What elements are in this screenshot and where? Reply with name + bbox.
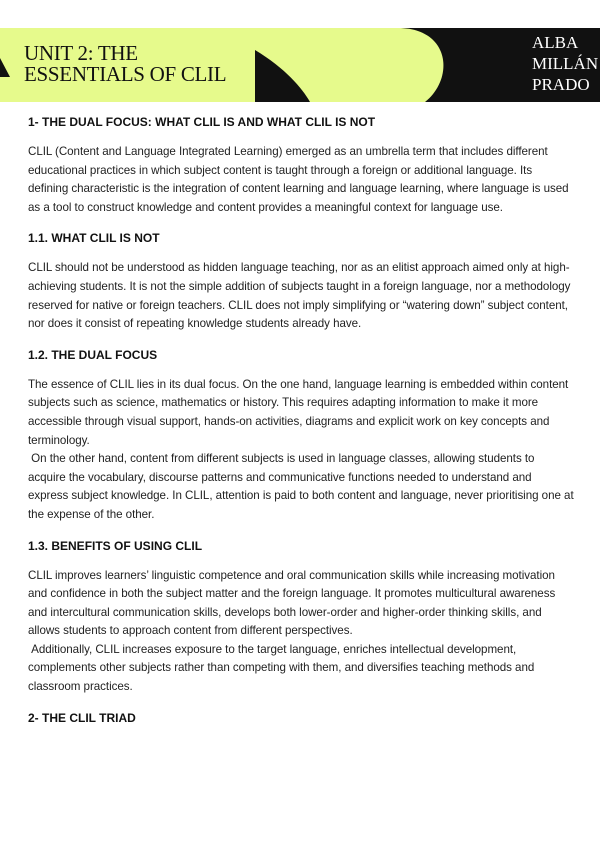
paragraph: On the other hand, content from different subjects is used in language classes, allowing students to acquire the vocabulary, discourse patterns and communicative functions needed to understand and express subject knowledge. In CLIL, attention is paid to both content and language, never prioritising one at the expense of the other. [28, 452, 577, 521]
author-line2: MILLÁN [532, 54, 599, 73]
paragraph: CLIL improves learners’ linguistic competence and oral communication skills while increasing motivation and confidence in both the subject matter and the foreign language. It promotes multicultural awareness and intercultural communication skills, develops both lower-order and higher-order thinking skills, and allows students to approach content from different perspectives. [28, 568, 556, 638]
paragraph: CLIL (Content and Language Integrated Learning) emerged as an umbrella term that includes different educational practices in which subject content is taught through a foreign or additional language. Its defining characteristic is the integration of content learning and language learning, where language is used as a tool to construct knowledge and content provides a meaningful context for language use. [28, 145, 569, 214]
section-heading: 1- THE DUAL FOCUS: WHAT CLIL IS AND WHAT CLIL IS NOT [28, 115, 376, 129]
section-heading: 1.3. BENEFITS OF USING CLIL [28, 538, 203, 553]
section-heading: 1.2. THE DUAL FOCUS [28, 347, 158, 362]
document-body [28, 113, 577, 739]
header-banner [0, 28, 600, 102]
author-line1: ALBA [532, 33, 579, 52]
unit-title-line2: ESSENTIALS OF CLIL [24, 62, 227, 86]
unit-title-line1: UNIT 2: THE [24, 41, 138, 65]
author-line3: PRADO [532, 75, 590, 94]
paragraph: The essence of CLIL lies in its dual focus. On the one hand, language learning is embedded within content subjects such as science, mathematics or history. This requires adapting information to make it more accessible through visual support, hands-on activities, diagrams and explicit work on key concepts and terminology. [28, 377, 569, 447]
section-heading: 2- THE CLIL TRIAD [28, 710, 136, 725]
section-heading: 1.1. WHAT CLIL IS NOT [28, 231, 160, 246]
unit-title [24, 43, 226, 85]
paragraph: CLIL should not be understood as hidden language teaching, nor as an elitist approach aimed only at high-achieving students. It is not the simple addition of subjects taught in a foreign language, nor a methodology reserved for native or foreign teachers. CLIL does not imply simplifying or “watering down” subject content, nor does it consist of repeating knowledge students already have. [28, 261, 571, 331]
author-name [532, 32, 598, 95]
paragraph: Additionally, CLIL increases exposure to the target language, enriches intellectual development, complements other subjects rather than competing with them, and diversifies teaching methods and classroom practices. [28, 642, 538, 694]
